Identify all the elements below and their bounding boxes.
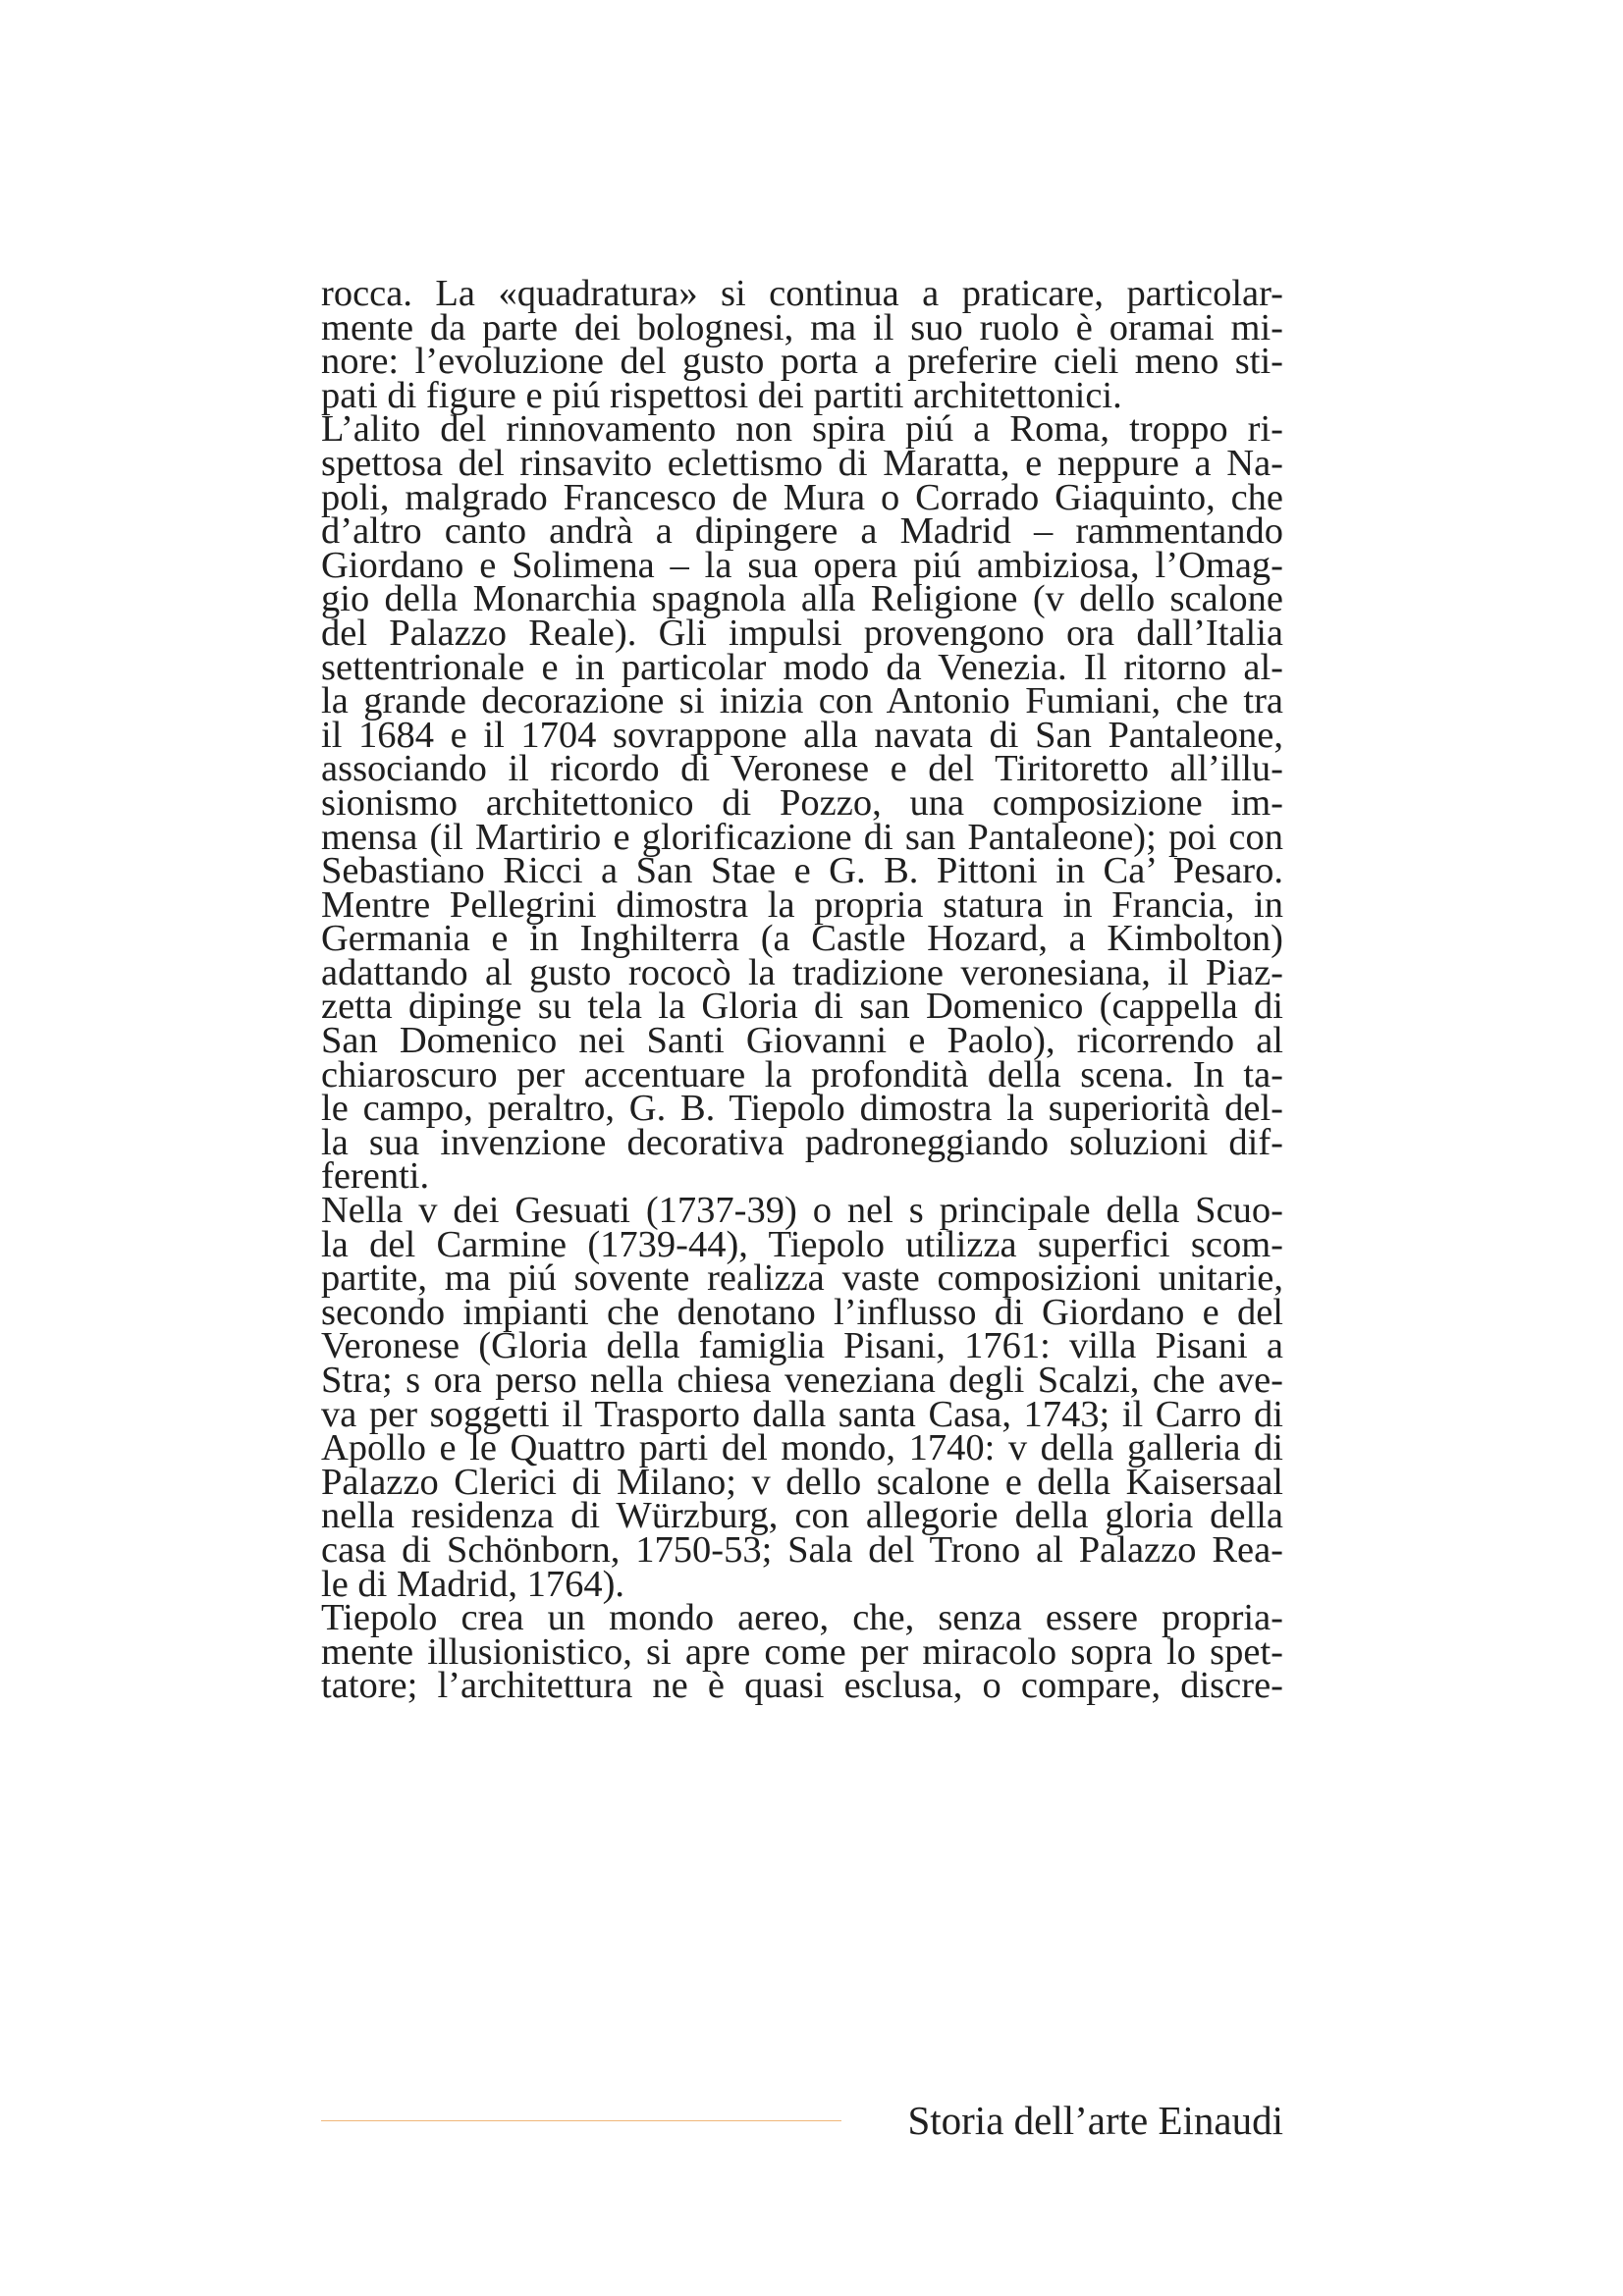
text-line: le campo, peraltro, G. B. Tiepolo dimostra la superiorità del- — [321, 1088, 1283, 1130]
text-line: mente da parte dei bolognesi, ma il suo ruolo è oramai mi- — [321, 306, 1283, 348]
text-line: il 1684 e il 1704 sovrappone alla navata di San Pantaleone, — [321, 714, 1283, 756]
text-line: nore: l’evoluzione del gusto porta a preferire cieli meno sti- — [321, 341, 1283, 383]
text-line: rocca. La «quadratura» si continua a praticare, particolar- — [321, 273, 1283, 314]
text-line: zetta dipinge su tela la Gloria di san Domenico (cappella di — [321, 986, 1283, 1028]
text-line: secondo impianti che denotano l’influsso di Giordano e del — [321, 1291, 1283, 1333]
text-line: poli, malgrado Francesco de Mura o Corrado Giaquinto, che — [321, 476, 1283, 518]
text-line: casa di Schönborn, 1750-53; Sala del Trono al Palazzo Rea- — [321, 1528, 1283, 1571]
text-line: Sebastiano Ricci a San Stae e G. B. Pittoni in Ca’ Pesaro. — [321, 850, 1283, 892]
body-text — [321, 273, 1283, 1707]
text-line: la sua invenzione decorativa padroneggiando soluzioni dif- — [321, 1121, 1283, 1163]
text-line: mensa (il Martirio e glorificazione di san Pantaleone); poi con — [321, 816, 1283, 858]
text-line: mente illusionistico, si apre come per miracolo sopra lo spet- — [321, 1630, 1283, 1673]
text-line: chiaroscuro per accentuare la profondità della scena. In ta- — [321, 1053, 1283, 1095]
text-line: adattando al gusto rococò la tradizione veronesiana, il Piaz- — [321, 951, 1283, 993]
text-line: Veronese (Gloria della famiglia Pisani, 1761: villa Pisani a — [321, 1325, 1283, 1367]
text-line: Mentre Pellegrini dimostra la propria statura in Francia, in — [321, 883, 1283, 926]
text-line: la del Carmine (1739-44), Tiepolo utilizza superfici scom- — [321, 1223, 1283, 1265]
text-line: ferenti. — [321, 1155, 430, 1198]
text-line: Palazzo Clerici di Milano; v dello scalone e della Kaisersaal — [321, 1461, 1283, 1503]
text-line: va per soggetti il Trasporto dalla santa Casa, 1743; il Carro di — [321, 1393, 1283, 1435]
footer-title: Storia dell’arte Einaudi — [907, 2098, 1283, 2143]
text-line: partite, ma piú sovente realizza vaste composizioni unitarie, — [321, 1257, 1283, 1300]
text-line: associando il ricordo di Veronese e del Tiritoretto all’illu- — [321, 748, 1283, 790]
text-line: Germania e in Inghilterra (a Castle Hozard, a Kimbolton) — [321, 918, 1283, 960]
text-line: d’altro canto andrà a dipingere a Madrid – rammentando — [321, 510, 1283, 553]
text-line: L’alito del rinnovamento non spira piú a Roma, troppo ri- — [321, 408, 1283, 451]
text-line: del Palazzo Reale). Gli impulsi provengono ora dall’Italia — [321, 612, 1283, 654]
text-line: spettosa del rinsavito eclettismo di Maratta, e neppure a Na- — [321, 442, 1283, 484]
text-line: sionismo architettonico di Pozzo, una composizione im- — [321, 781, 1283, 824]
text-line: Giordano e Solimena – la sua opera piú ambiziosa, l’Omag- — [321, 544, 1283, 586]
text-line: Nella v dei Gesuati (1737-39) o nel s principale della Scuo- — [321, 1190, 1283, 1232]
text-line: la grande decorazione si inizia con Antonio Fumiani, che tra — [321, 680, 1283, 722]
text-line: settentrionale e in particolar modo da Venezia. Il ritorno al- — [321, 646, 1283, 688]
text-line: Apollo e le Quattro parti del mondo, 1740: v della galleria di — [321, 1427, 1283, 1469]
text-line: gio della Monarchia spagnola alla Religione (v dello scalone — [321, 578, 1283, 620]
footer-rule — [321, 2120, 841, 2121]
text-line: nella residenza di Würzburg, con allegorie della gloria della — [321, 1495, 1283, 1537]
page-footer — [321, 2091, 1283, 2150]
text-line: le di Madrid, 1764). — [321, 1563, 625, 1605]
text-line: Tiepolo crea un mondo aereo, che, senza essere propria- — [321, 1597, 1283, 1639]
text-line: tatore; l’architettura ne è quasi esclusa, o compare, discre- — [321, 1665, 1283, 1707]
text-line: Stra; s ora perso nella chiesa veneziana degli Scalzi, che ave- — [321, 1360, 1283, 1401]
text-line: pati di figure e piú rispettosi dei partiti architettonici. — [321, 374, 1122, 416]
text-line: San Domenico nei Santi Giovanni e Paolo), ricorrendo al — [321, 1020, 1283, 1062]
